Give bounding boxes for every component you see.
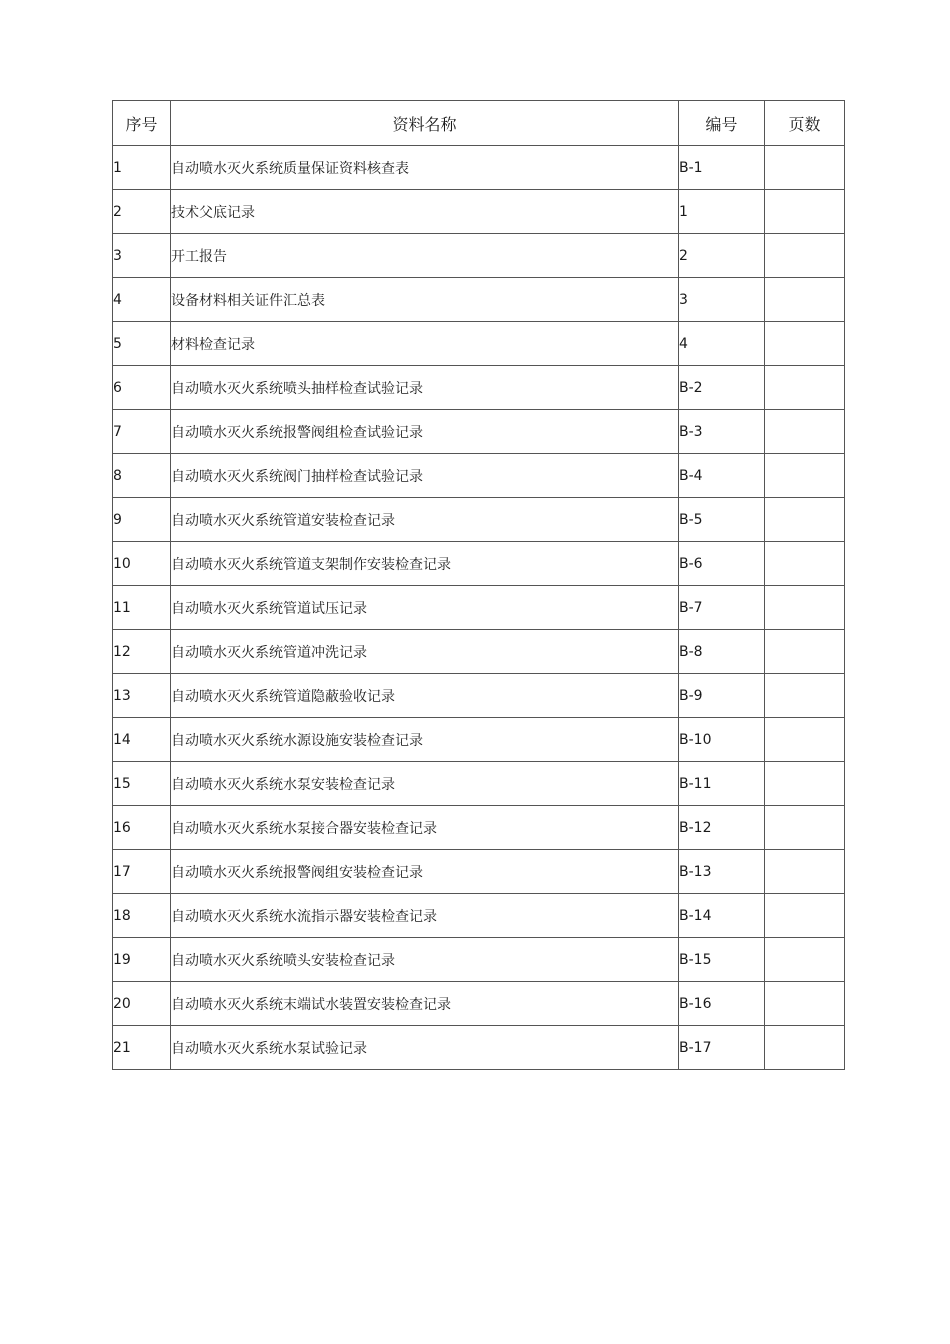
row-document-name: 设备材料相关证件汇总表 (171, 278, 679, 322)
row-code: B-3 (679, 410, 765, 454)
table-row (113, 322, 845, 366)
header-page-count: 页数 (765, 101, 845, 146)
row-serial-number: 17 (113, 850, 171, 894)
table-row (113, 718, 845, 762)
header-document-name: 资料名称 (171, 101, 679, 146)
row-document-name: 自动喷水灭火系统喷头安装检查记录 (171, 938, 679, 982)
row-serial-number: 5 (113, 322, 171, 366)
row-code: B-15 (679, 938, 765, 982)
row-code: B-1 (679, 146, 765, 190)
row-document-name: 自动喷水灭火系统报警阀组检查试验记录 (171, 410, 679, 454)
row-page-count (765, 278, 845, 322)
row-document-name: 自动喷水灭火系统管道冲洗记录 (171, 630, 679, 674)
row-serial-number: 12 (113, 630, 171, 674)
row-document-name: 自动喷水灭火系统水泵接合器安装检查记录 (171, 806, 679, 850)
row-page-count (765, 410, 845, 454)
table-row (113, 542, 845, 586)
row-code: B-4 (679, 454, 765, 498)
row-code: B-6 (679, 542, 765, 586)
table-row (113, 410, 845, 454)
row-page-count (765, 630, 845, 674)
row-page-count (765, 850, 845, 894)
row-page-count (765, 894, 845, 938)
row-document-name: 自动喷水灭火系统水泵试验记录 (171, 1026, 679, 1070)
row-serial-number: 1 (113, 146, 171, 190)
table-row (113, 806, 845, 850)
header-serial-number: 序号 (113, 101, 171, 146)
row-page-count (765, 762, 845, 806)
row-serial-number: 16 (113, 806, 171, 850)
row-page-count (765, 982, 845, 1026)
row-document-name: 自动喷水灭火系统管道支架制作安装检查记录 (171, 542, 679, 586)
table-header-row (113, 101, 845, 146)
row-document-name: 自动喷水灭火系统喷头抽样检查试验记录 (171, 366, 679, 410)
row-code: B-16 (679, 982, 765, 1026)
row-document-name: 自动喷水灭火系统阀门抽样检查试验记录 (171, 454, 679, 498)
row-serial-number: 21 (113, 1026, 171, 1070)
table-row (113, 454, 845, 498)
row-document-name: 自动喷水灭火系统报警阀组安装检查记录 (171, 850, 679, 894)
row-document-name: 自动喷水灭火系统水源设施安装检查记录 (171, 718, 679, 762)
row-code: 1 (679, 190, 765, 234)
row-page-count (765, 146, 845, 190)
row-page-count (765, 454, 845, 498)
row-serial-number: 13 (113, 674, 171, 718)
table-row (113, 234, 845, 278)
table-row (113, 498, 845, 542)
row-serial-number: 20 (113, 982, 171, 1026)
row-serial-number: 2 (113, 190, 171, 234)
row-serial-number: 18 (113, 894, 171, 938)
row-document-name: 材料检查记录 (171, 322, 679, 366)
row-page-count (765, 938, 845, 982)
row-code: 2 (679, 234, 765, 278)
row-serial-number: 8 (113, 454, 171, 498)
records-index-table (112, 100, 845, 1070)
row-code: B-17 (679, 1026, 765, 1070)
row-document-name: 自动喷水灭火系统末端试水装置安装检查记录 (171, 982, 679, 1026)
row-serial-number: 7 (113, 410, 171, 454)
row-page-count (765, 234, 845, 278)
table-row (113, 982, 845, 1026)
row-document-name: 自动喷水灭火系统管道试压记录 (171, 586, 679, 630)
row-code: 4 (679, 322, 765, 366)
table-row (113, 630, 845, 674)
table-row (113, 586, 845, 630)
header-code: 编号 (679, 101, 765, 146)
row-code: B-8 (679, 630, 765, 674)
row-document-name: 自动喷水灭火系统管道隐蔽验收记录 (171, 674, 679, 718)
row-page-count (765, 586, 845, 630)
row-serial-number: 15 (113, 762, 171, 806)
table-row (113, 674, 845, 718)
row-serial-number: 19 (113, 938, 171, 982)
table-row (113, 850, 845, 894)
row-page-count (765, 674, 845, 718)
table-row (113, 190, 845, 234)
row-document-name: 技术父底记录 (171, 190, 679, 234)
row-page-count (765, 1026, 845, 1070)
row-serial-number: 10 (113, 542, 171, 586)
table-row (113, 1026, 845, 1070)
row-serial-number: 14 (113, 718, 171, 762)
table-row (113, 762, 845, 806)
row-code: B-2 (679, 366, 765, 410)
row-code: B-7 (679, 586, 765, 630)
row-document-name: 自动喷水灭火系统质量保证资料核查表 (171, 146, 679, 190)
row-serial-number: 9 (113, 498, 171, 542)
row-page-count (765, 806, 845, 850)
row-document-name: 自动喷水灭火系统管道安装检查记录 (171, 498, 679, 542)
row-page-count (765, 498, 845, 542)
row-serial-number: 4 (113, 278, 171, 322)
row-serial-number: 3 (113, 234, 171, 278)
table-row (113, 938, 845, 982)
row-page-count (765, 366, 845, 410)
row-serial-number: 6 (113, 366, 171, 410)
row-page-count (765, 718, 845, 762)
row-code: B-13 (679, 850, 765, 894)
row-code: 3 (679, 278, 765, 322)
row-page-count (765, 542, 845, 586)
table-row (113, 146, 845, 190)
row-serial-number: 11 (113, 586, 171, 630)
table-row (113, 278, 845, 322)
row-code: B-14 (679, 894, 765, 938)
row-code: B-12 (679, 806, 765, 850)
row-code: B-5 (679, 498, 765, 542)
row-code: B-11 (679, 762, 765, 806)
row-document-name: 自动喷水灭火系统水泵安装检查记录 (171, 762, 679, 806)
row-document-name: 自动喷水灭火系统水流指示器安装检查记录 (171, 894, 679, 938)
table-row (113, 366, 845, 410)
row-page-count (765, 322, 845, 366)
row-code: B-9 (679, 674, 765, 718)
table-row (113, 894, 845, 938)
row-page-count (765, 190, 845, 234)
row-code: B-10 (679, 718, 765, 762)
table-body (113, 146, 845, 1070)
row-document-name: 开工报告 (171, 234, 679, 278)
